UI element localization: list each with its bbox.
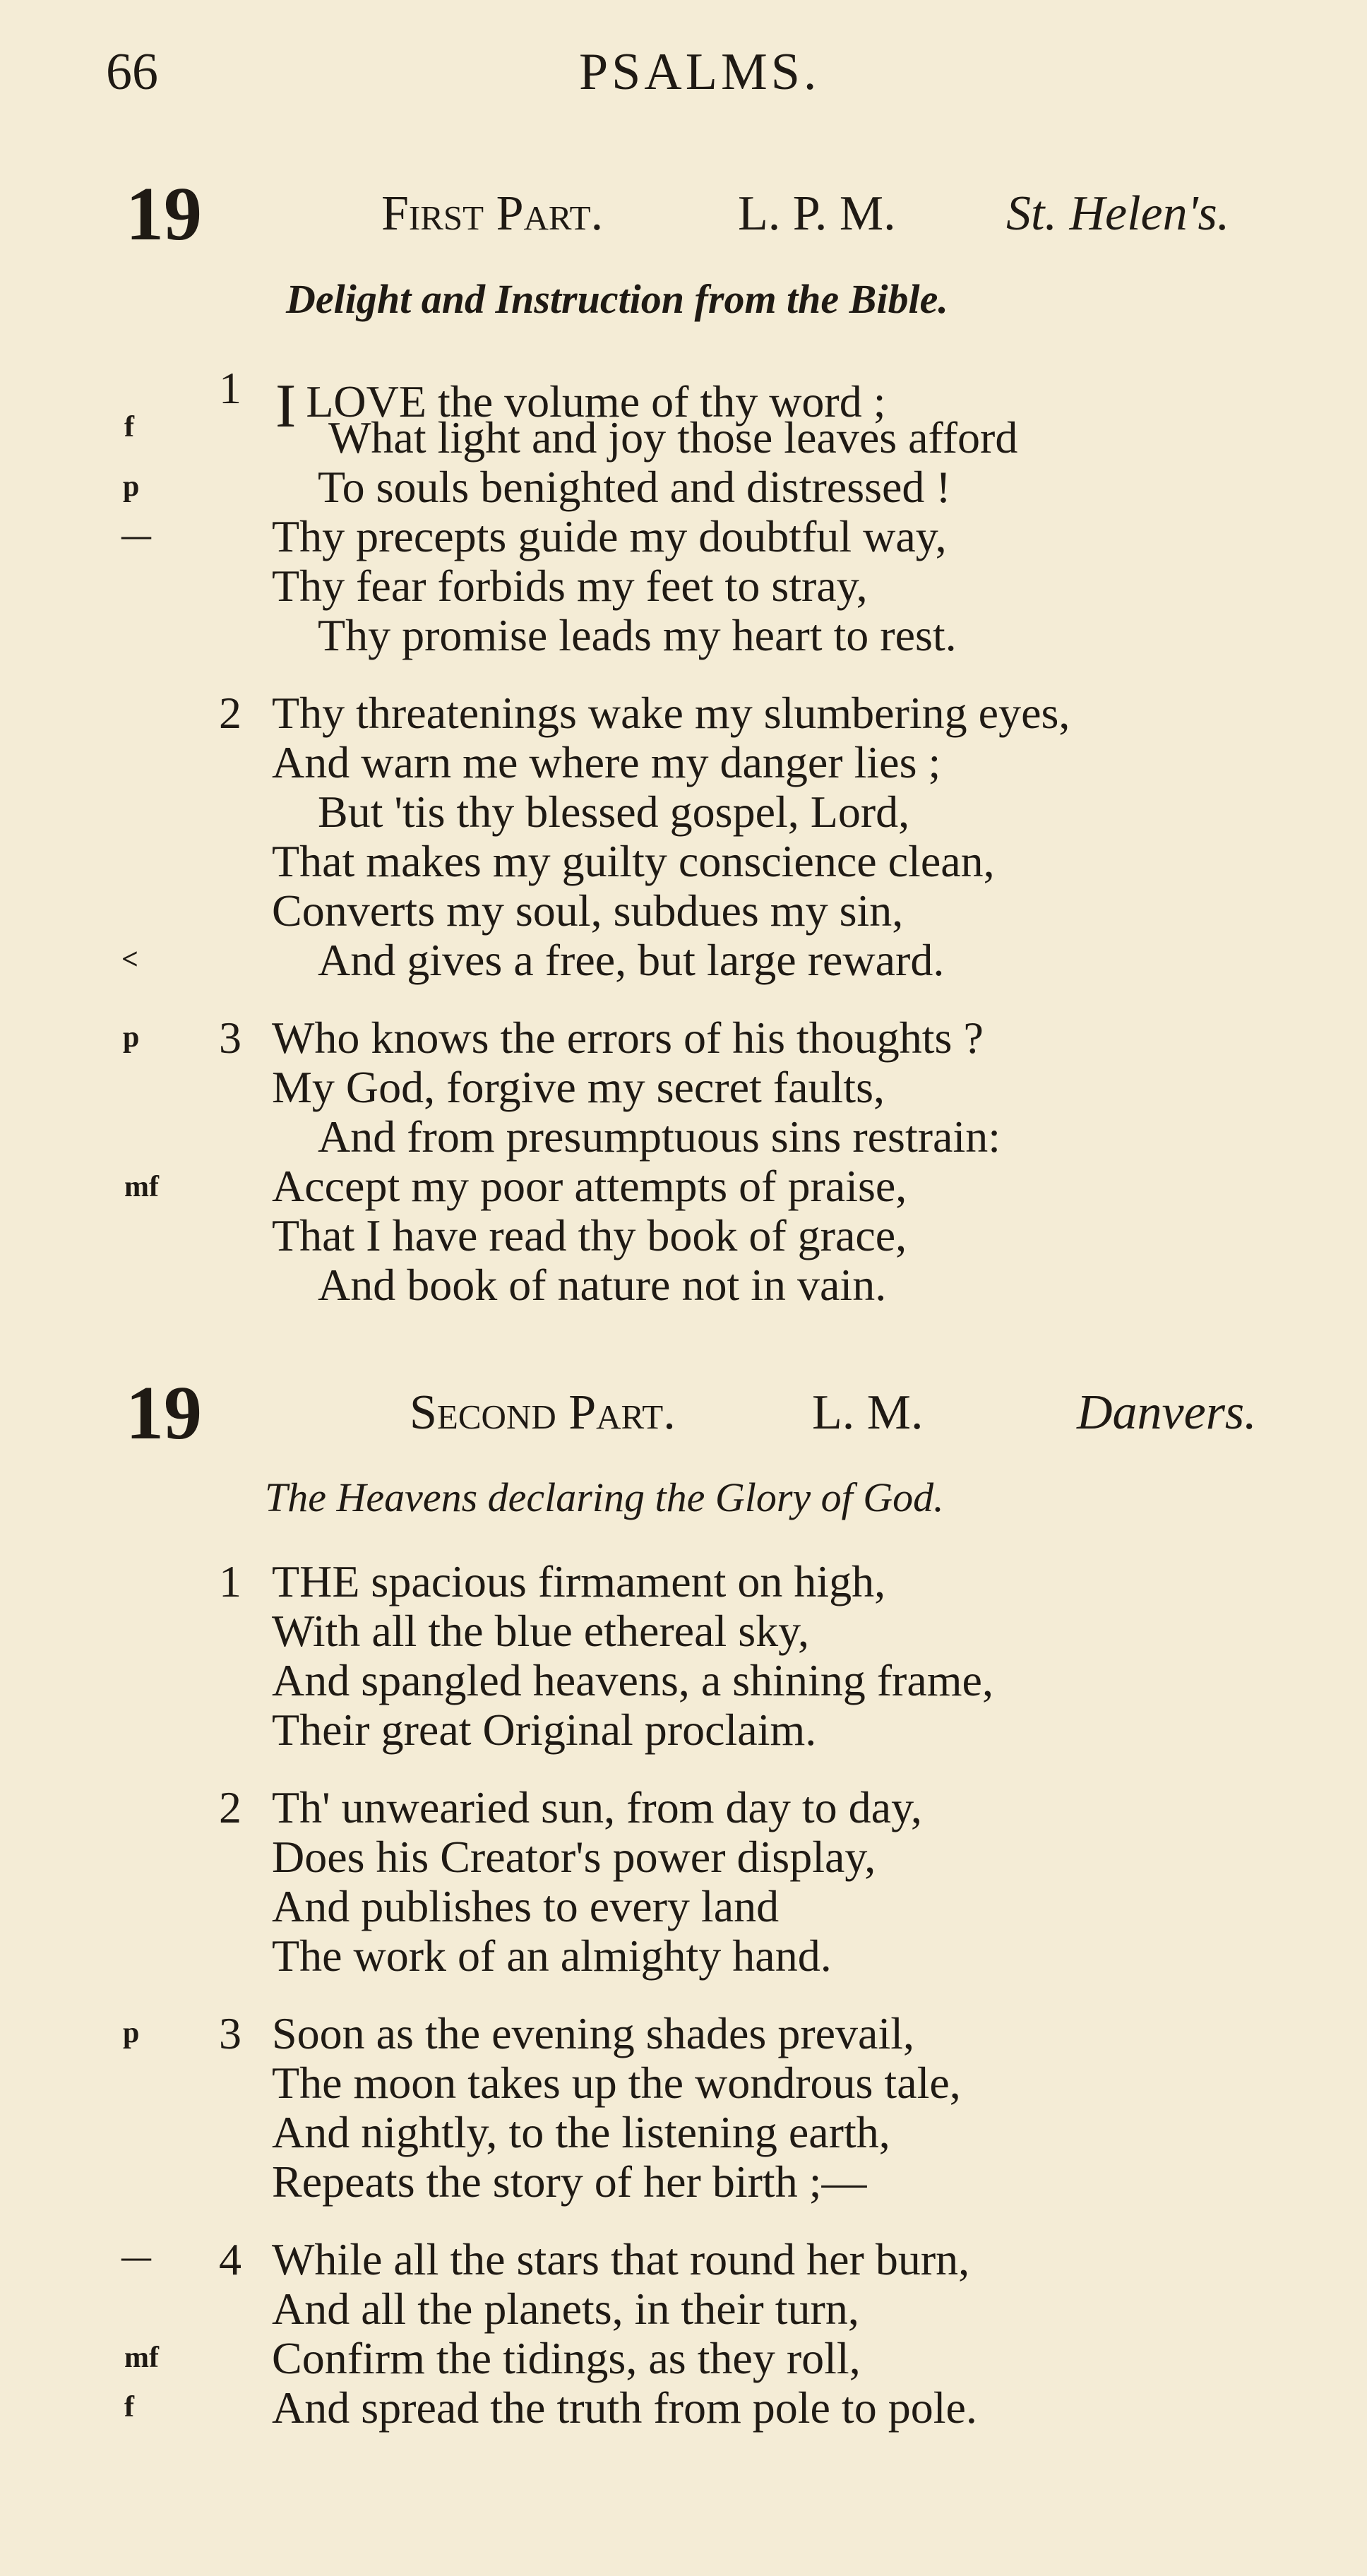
verse-line: Confirm the tidings, as they roll, [272, 2333, 861, 2383]
hymn-tune: St. Helen's. [1006, 186, 1230, 241]
hymn-number: 19 [126, 172, 202, 256]
dynamic-mark: — [121, 520, 151, 552]
verse-line: Their great Original proclaim. [272, 1705, 817, 1755]
dynamic-mark: — [121, 2241, 151, 2274]
verse-line: Does his Creator's power display, [272, 1832, 876, 1882]
verse-line: My God, forgive my secret faults, [272, 1062, 885, 1112]
verse-number: 3 [219, 1013, 241, 1063]
verse-line: Thy fear forbids my feet to stray, [272, 561, 868, 611]
verse-number: 4 [219, 2234, 241, 2284]
hymn-meter: L. M. [812, 1385, 924, 1440]
verse-line: Accept my poor attempts of praise, [272, 1161, 907, 1211]
dynamic-mark: f [124, 2391, 134, 2423]
verse-line: While all the stars that round her burn, [272, 2234, 970, 2284]
verse-line: And nightly, to the listening earth, [272, 2107, 890, 2157]
verse-line: And spread the truth from pole to pole. [272, 2383, 977, 2433]
verse-number: 2 [219, 688, 241, 738]
verse-number: 1 [219, 1556, 241, 1606]
hymn-number: 19 [126, 1371, 202, 1455]
verse-line: And from presumptuous sins restrain: [318, 1111, 1001, 1162]
verse-number: 2 [219, 1782, 241, 1832]
dynamic-mark: p [123, 2017, 140, 2049]
dynamic-mark: f [124, 411, 134, 443]
verse-line: The moon takes up the wondrous tale, [272, 2058, 961, 2108]
verse-line: And gives a free, but large reward. [318, 935, 945, 985]
dynamic-mark: mf [124, 2342, 159, 2374]
verse-line: Thy threatenings wake my slumbering eyes, [272, 688, 1070, 738]
verse-line: That I have read thy book of grace, [272, 1210, 907, 1260]
verse-line: That makes my guilty conscience clean, [272, 836, 995, 886]
verse-line: To souls benighted and distressed ! [318, 462, 951, 512]
verse-line: Thy precepts guide my doubtful way, [272, 511, 947, 561]
dynamic-mark: mf [124, 1171, 159, 1203]
hymn-meter: L. P. M. [738, 186, 896, 241]
dynamic-mark: < [121, 943, 138, 976]
hymn-subtitle: The Heavens declaring the Glory of God. [265, 1474, 944, 1520]
hymn-tune: Danvers. [1077, 1385, 1257, 1440]
page-number: 66 [106, 43, 158, 101]
verse-number: 3 [219, 2008, 241, 2058]
hymn-part: First Part. [381, 186, 604, 241]
verse-line: With all the blue ethereal sky, [272, 1606, 809, 1656]
verse-line: Th' unwearied sun, from day to day, [272, 1782, 922, 1832]
hymn-subtitle: Delight and Instruction from the Bible. [286, 276, 948, 322]
verse-line: Who knows the errors of his thoughts ? [272, 1013, 984, 1063]
verse-line: Converts my soul, subdues my sin, [272, 886, 904, 936]
verse-line: Soon as the evening shades prevail, [272, 2008, 914, 2058]
drop-cap: I [275, 372, 297, 441]
verse-line: The work of an almighty hand. [272, 1931, 832, 1981]
verse-line: And warn me where my danger lies ; [272, 737, 941, 787]
verse-line: Repeats the story of her birth ;— [272, 2157, 867, 2207]
verse-line: I LOVE the volume of thy word ; [275, 372, 886, 441]
hymn-part: Second Part. [410, 1385, 676, 1440]
verse-line: And publishes to every land [272, 1881, 780, 1931]
verse-line: And all the planets, in their turn, [272, 2284, 859, 2334]
verse-number: 1 [219, 363, 241, 413]
verse-line: Thy promise leads my heart to rest. [318, 610, 957, 660]
verse-line: What light and joy those leaves afford [328, 412, 1018, 463]
verse-line: And book of nature not in vain. [318, 1260, 887, 1310]
verse-line: THE spacious firmament on high, [272, 1556, 886, 1606]
verse-line: But 'tis thy blessed gospel, Lord, [318, 787, 910, 837]
dynamic-mark: p [123, 470, 140, 503]
verse-line: And spangled heavens, a shining frame, [272, 1655, 993, 1705]
running-title: PSALMS. [579, 43, 820, 101]
dynamic-mark: p [123, 1021, 140, 1054]
